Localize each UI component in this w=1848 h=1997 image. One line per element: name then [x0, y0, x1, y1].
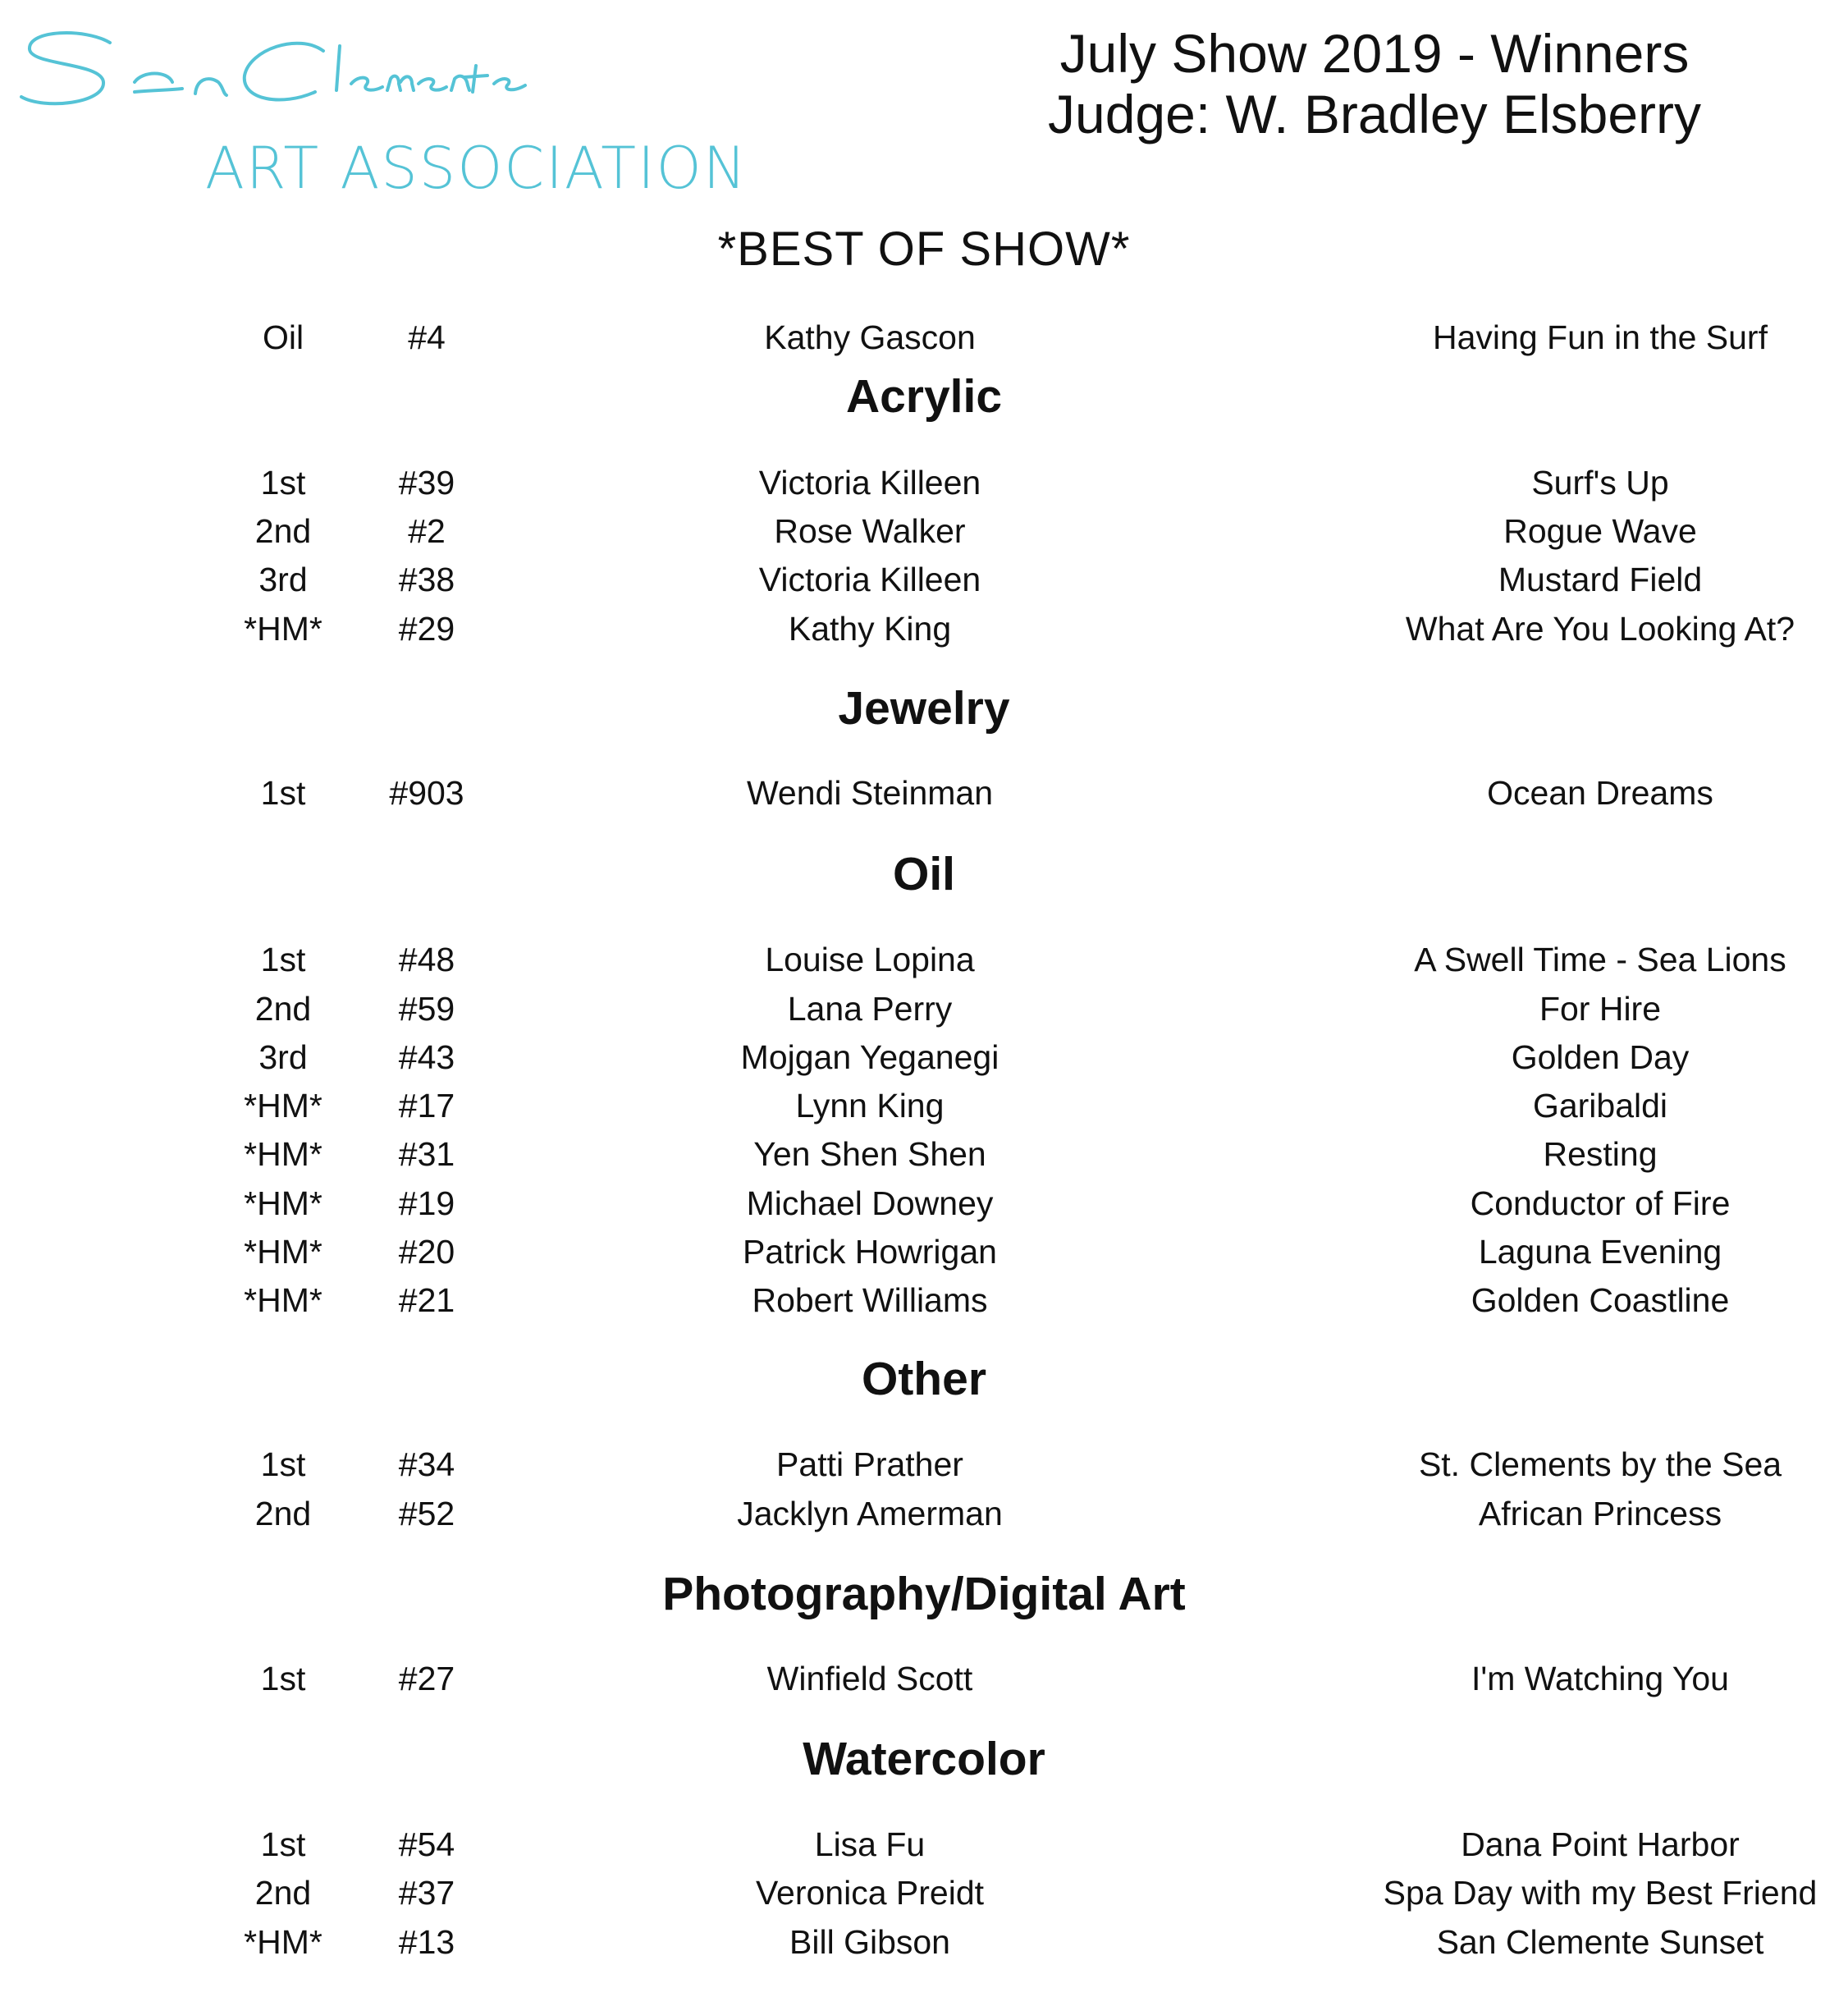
number-cell: #21: [398, 1281, 455, 1319]
artwork-cell: Resting: [1543, 1135, 1658, 1173]
place-cell: 2nd: [254, 990, 312, 1028]
number-cell: #31: [398, 1135, 455, 1173]
artist-cell: Lana Perry: [787, 990, 953, 1028]
table-row: [0, 1445, 1848, 1495]
number-cell: #17: [398, 1087, 455, 1124]
number-cell: #20: [398, 1233, 455, 1271]
table-row: [0, 1825, 1848, 1875]
artwork-cell: Golden Coastline: [1471, 1281, 1730, 1319]
number-cell: #19: [398, 1184, 455, 1222]
place-cell: *HM*: [244, 1184, 322, 1222]
artwork-cell: I'm Watching You: [1471, 1660, 1729, 1697]
place-cell: *HM*: [244, 610, 322, 648]
table-row: [0, 464, 1848, 513]
artist-cell: Mojgan Yeganegi: [740, 1038, 999, 1076]
artwork-cell: St. Clements by the Sea: [1418, 1445, 1782, 1483]
table-row: [0, 561, 1848, 610]
best-of-show-heading: *BEST OF SHOW*: [717, 222, 1131, 276]
table-row: [0, 1660, 1848, 1709]
number-cell: #54: [398, 1825, 455, 1863]
place-cell: *HM*: [244, 1087, 322, 1124]
artwork-cell: San Clemente Sunset: [1436, 1923, 1764, 1961]
artwork-cell: Spa Day with my Best Friend: [1383, 1874, 1818, 1912]
number-cell: #59: [398, 990, 455, 1028]
number-cell: #4: [408, 318, 446, 356]
number-cell: #29: [398, 610, 455, 648]
section-heading-photography: Photography/Digital Art: [662, 1568, 1186, 1620]
number-cell: #38: [398, 561, 455, 598]
table-row: [0, 990, 1848, 1039]
table-row: [0, 1874, 1848, 1923]
artist-cell: Yen Shen Shen: [753, 1135, 986, 1173]
artist-cell: Victoria Killeen: [758, 464, 981, 502]
place-cell: 1st: [260, 1825, 306, 1863]
judge-line: Judge: W. Bradley Elsberry: [1048, 84, 1701, 144]
table-row: [0, 1233, 1848, 1282]
artist-cell: Jacklyn Amerman: [737, 1495, 1003, 1532]
table-row: [0, 512, 1848, 561]
artist-cell: Kathy Gascon: [764, 318, 976, 356]
table-row: [0, 774, 1848, 823]
artist-cell: Patrick Howrigan: [743, 1233, 997, 1271]
table-row: [0, 1087, 1848, 1136]
place-cell: *HM*: [244, 1233, 322, 1271]
artist-cell: Veronica Preidt: [755, 1874, 985, 1912]
artwork-cell: Conductor of Fire: [1470, 1184, 1731, 1222]
section-heading-acrylic: Acrylic: [845, 370, 1003, 423]
logo-subtitle: ART ASSOCIATION: [205, 135, 748, 202]
artwork-cell: Garibaldi: [1532, 1087, 1668, 1124]
number-cell: #27: [398, 1660, 455, 1697]
artist-cell: Louise Lopina: [765, 941, 975, 978]
artist-cell: Patti Prather: [776, 1445, 963, 1483]
artwork-cell: Mustard Field: [1498, 561, 1703, 598]
number-cell: #903: [389, 774, 464, 812]
number-cell: #2: [408, 512, 446, 550]
number-cell: #48: [398, 941, 455, 978]
place-cell: 1st: [260, 1445, 306, 1483]
artwork-cell: Dana Point Harbor: [1461, 1825, 1740, 1863]
number-cell: #39: [398, 464, 455, 502]
artist-cell: Bill Gibson: [789, 1923, 950, 1961]
place-cell: 1st: [260, 464, 306, 502]
place-cell: 2nd: [254, 1874, 312, 1912]
table-row: [0, 1038, 1848, 1088]
artist-cell: Rose Walker: [774, 512, 966, 550]
artwork-cell: Golden Day: [1511, 1038, 1690, 1076]
artist-cell: Robert Williams: [752, 1281, 988, 1319]
artwork-cell: Surf's Up: [1531, 464, 1669, 502]
artwork-cell: Rogue Wave: [1503, 512, 1697, 550]
artist-cell: Wendi Steinman: [746, 774, 994, 812]
artist-cell: Lisa Fu: [814, 1825, 926, 1863]
place-cell: 1st: [260, 1660, 306, 1697]
section-heading-jewelry: Jewelry: [838, 682, 1010, 735]
place-cell: 2nd: [254, 1495, 312, 1532]
place-cell: *HM*: [244, 1135, 322, 1173]
table-row: [0, 941, 1848, 990]
place-cell: *HM*: [244, 1281, 322, 1319]
table-row: [0, 1184, 1848, 1234]
artwork-cell: A Swell Time - Sea Lions: [1414, 941, 1786, 978]
place-cell: *HM*: [244, 1923, 322, 1961]
place-cell: Oil: [262, 318, 304, 356]
artwork-cell: Having Fun in the Surf: [1433, 318, 1768, 356]
table-row: [0, 1281, 1848, 1331]
artist-cell: Michael Downey: [746, 1184, 994, 1222]
association-logo: [11, 25, 748, 202]
table-row: [0, 1135, 1848, 1184]
artist-cell: Victoria Killeen: [758, 561, 981, 598]
table-row: [0, 1495, 1848, 1544]
place-cell: 1st: [260, 941, 306, 978]
place-cell: 2nd: [254, 512, 312, 550]
number-cell: #34: [398, 1445, 455, 1483]
section-heading-oil: Oil: [892, 848, 955, 900]
san-clemente-script-logo: [11, 25, 537, 123]
show-title: July Show 2019 - Winners: [1059, 23, 1690, 84]
table-row: [0, 1923, 1848, 1972]
artist-cell: Lynn King: [795, 1087, 945, 1124]
number-cell: #13: [398, 1923, 455, 1961]
place-cell: 3rd: [258, 561, 308, 598]
artwork-cell: For Hire: [1539, 990, 1662, 1028]
artwork-cell: African Princess: [1478, 1495, 1722, 1532]
artwork-cell: What Are You Looking At?: [1405, 610, 1795, 648]
artist-cell: Winfield Scott: [766, 1660, 973, 1697]
best-of-show-row: [0, 318, 1848, 368]
section-heading-watercolor: Watercolor: [803, 1733, 1045, 1785]
table-row: [0, 610, 1848, 659]
section-heading-other: Other: [861, 1353, 987, 1405]
artwork-cell: Laguna Evening: [1478, 1233, 1722, 1271]
place-cell: 3rd: [258, 1038, 308, 1076]
number-cell: #37: [398, 1874, 455, 1912]
number-cell: #43: [398, 1038, 455, 1076]
artist-cell: Kathy King: [788, 610, 952, 648]
number-cell: #52: [398, 1495, 455, 1532]
artwork-cell: Ocean Dreams: [1487, 774, 1713, 812]
place-cell: 1st: [260, 774, 306, 812]
